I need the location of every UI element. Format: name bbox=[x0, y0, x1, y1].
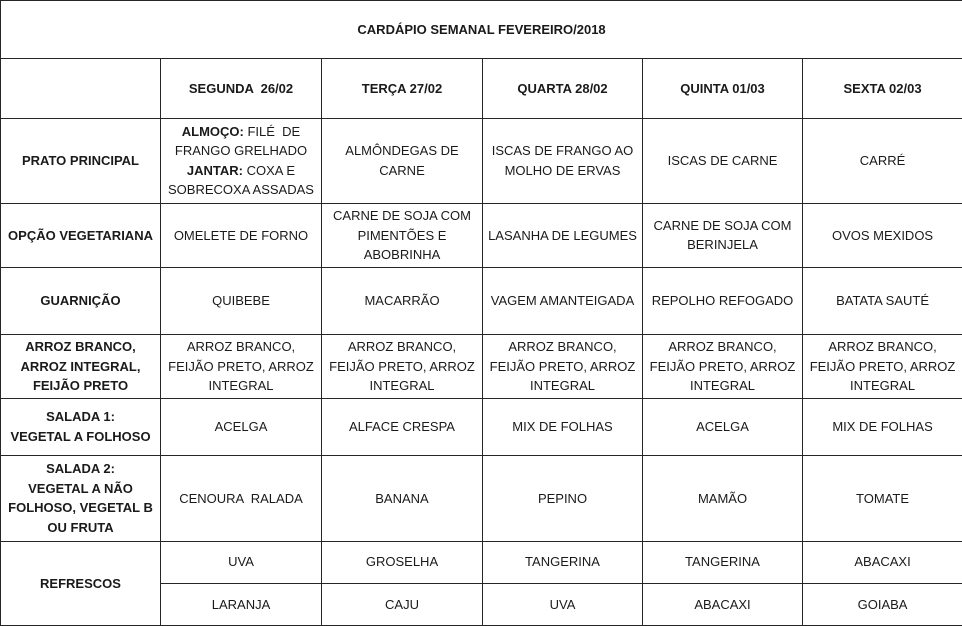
cell-salada1-quinta bbox=[643, 398, 803, 455]
cell-refresco2-quinta bbox=[643, 583, 803, 625]
cell-refresco1-quarta bbox=[483, 541, 643, 583]
row-label-guarnicao bbox=[1, 267, 161, 334]
cell-refresco1-sexta-text: ABACAXI bbox=[854, 554, 911, 570]
cell-guarnicao-terca-text: MACARRÃO bbox=[364, 293, 440, 309]
cell-salada2-terca-text: BANANA bbox=[375, 490, 429, 506]
corner-cell bbox=[1, 59, 161, 118]
cell-salada2-quarta-text: PEPINO bbox=[537, 490, 588, 506]
day-header-quarta-text: QUARTA 28/02 bbox=[517, 80, 608, 96]
cell-refresco2-terca-text: CAJU bbox=[385, 596, 419, 612]
row-label-arroz-feijao bbox=[1, 335, 161, 399]
row-label-salada-1-line2: VEGETAL A FOLHOSO bbox=[10, 428, 151, 444]
row-label-salada-1 bbox=[1, 398, 161, 455]
row-label-salada-1-line1: SALADA 1: bbox=[46, 409, 115, 425]
jantar-value: COXA E SOBRECOXA ASSADAS bbox=[168, 162, 314, 198]
cell-refresco2-segunda-text: LARANJA bbox=[211, 596, 271, 612]
cell-salada2-quinta bbox=[643, 456, 803, 541]
cell-guarnicao-segunda bbox=[161, 267, 322, 334]
day-header-sexta-text: SEXTA 02/03 bbox=[843, 80, 922, 96]
row-prato-principal bbox=[1, 118, 962, 203]
row-label-opcao-vegetariana-text: OPÇÃO VEGETARIANA bbox=[8, 227, 153, 243]
cell-guarnicao-quarta bbox=[483, 267, 643, 334]
cell-veg-terca bbox=[322, 203, 483, 267]
cell-salada2-terca bbox=[322, 456, 483, 541]
day-header-quinta-text: QUINTA 01/03 bbox=[680, 80, 765, 96]
cell-prato-quarta bbox=[483, 118, 643, 203]
row-arroz-feijao bbox=[1, 335, 962, 399]
row-label-refrescos-text: REFRESCOS bbox=[40, 575, 121, 591]
cell-arroz-sexta-text: ARROZ BRANCO, FEIJÃO PRETO, ARROZ INTEGRAL bbox=[809, 339, 959, 394]
cell-refresco1-segunda bbox=[161, 541, 322, 583]
day-header-segunda-text: SEGUNDA 26/02 bbox=[188, 80, 294, 96]
cell-refresco1-segunda-text: UVA bbox=[228, 554, 254, 570]
cell-guarnicao-terca bbox=[322, 267, 483, 334]
cell-guarnicao-quarta-text: VAGEM AMANTEIGADA bbox=[490, 293, 635, 309]
almoco-value: FILÉ DE FRANGO GRELHADO bbox=[174, 123, 308, 159]
cell-veg-terca-text: CARNE DE SOJA COM PIMENTÕES E ABOBRINHA bbox=[333, 208, 475, 263]
cell-arroz-terca bbox=[322, 335, 483, 399]
cell-refresco2-segunda bbox=[161, 583, 322, 625]
cell-refresco1-terca-text: GROSELHA bbox=[365, 554, 439, 570]
row-guarnicao bbox=[1, 267, 962, 334]
cell-guarnicao-quinta-text: REPOLHO REFOGADO bbox=[651, 293, 794, 309]
cell-salada2-sexta bbox=[803, 456, 962, 541]
cell-salada2-segunda-text: CENOURA RALADA bbox=[179, 490, 303, 506]
day-header-terca bbox=[322, 59, 483, 118]
cell-salada1-sexta-text: MIX DE FOLHAS bbox=[832, 419, 933, 435]
cell-arroz-quarta-text: ARROZ BRANCO, FEIJÃO PRETO, ARROZ INTEGRAL bbox=[489, 339, 639, 394]
cell-prato-sexta bbox=[803, 118, 962, 203]
cell-veg-sexta-text: OVOS MEXIDOS bbox=[831, 227, 934, 243]
day-header-quinta bbox=[643, 59, 803, 118]
cell-salada2-quinta-text: MAMÃO bbox=[697, 490, 748, 506]
cell-veg-quinta-text: CARNE DE SOJA COM BERINJELA bbox=[653, 217, 796, 253]
cell-arroz-segunda bbox=[161, 335, 322, 399]
page-title bbox=[1, 1, 962, 59]
row-label-guarnicao-text: GUARNIÇÃO bbox=[40, 293, 121, 309]
cell-refresco1-quarta-text: TANGERINA bbox=[525, 554, 600, 570]
cell-refresco1-quinta-text: TANGERINA bbox=[685, 554, 760, 570]
cell-salada1-sexta bbox=[803, 398, 962, 455]
cell-salada2-quarta bbox=[483, 456, 643, 541]
row-opcao-vegetariana bbox=[1, 203, 962, 267]
row-salada-1 bbox=[1, 398, 962, 455]
title-row bbox=[1, 1, 962, 59]
header-row bbox=[1, 59, 962, 118]
cell-salada1-terca bbox=[322, 398, 483, 455]
row-label-arroz-feijao-text: ARROZ BRANCO, ARROZ INTEGRAL, FEIJÃO PRETO bbox=[20, 339, 145, 394]
cell-prato-quinta bbox=[643, 118, 803, 203]
cell-salada2-sexta-text: TOMATE bbox=[856, 490, 910, 506]
cell-guarnicao-quinta bbox=[643, 267, 803, 334]
cell-guarnicao-sexta bbox=[803, 267, 962, 334]
prato-jantar-line bbox=[164, 161, 318, 200]
cell-prato-quinta-text: ISCAS DE CARNE bbox=[667, 153, 778, 168]
cell-salada1-segunda bbox=[161, 398, 322, 455]
cell-prato-terca bbox=[322, 118, 483, 203]
row-label-refrescos bbox=[1, 541, 161, 625]
cell-prato-terca-text: ALMÔNDEGAS DE CARNE bbox=[345, 143, 463, 178]
cell-veg-segunda bbox=[161, 203, 322, 267]
cell-veg-quinta bbox=[643, 203, 803, 267]
cell-arroz-terca-text: ARROZ BRANCO, FEIJÃO PRETO, ARROZ INTEGRAL bbox=[329, 339, 479, 394]
day-header-sexta bbox=[803, 59, 962, 118]
jantar-label: JANTAR: bbox=[186, 162, 244, 178]
cell-arroz-segunda-text: ARROZ BRANCO, FEIJÃO PRETO, ARROZ INTEGRAL bbox=[168, 339, 318, 394]
row-label-salada-2-line2: VEGETAL A NÃO FOLHOSO, VEGETAL B OU FRUTA bbox=[8, 480, 157, 535]
cell-salada1-quinta-text: ACELGA bbox=[696, 419, 749, 435]
row-label-opcao-vegetariana bbox=[1, 203, 161, 267]
cell-arroz-quarta bbox=[483, 335, 643, 399]
cell-arroz-sexta bbox=[803, 335, 962, 399]
cell-arroz-quinta bbox=[643, 335, 803, 399]
cell-refresco2-quarta-text: UVA bbox=[549, 596, 576, 612]
cell-prato-sexta-text: CARRÉ bbox=[859, 153, 906, 168]
cell-refresco1-terca bbox=[322, 541, 483, 583]
day-header-segunda bbox=[161, 59, 322, 118]
row-refrescos-1 bbox=[1, 541, 962, 583]
day-header-quarta bbox=[483, 59, 643, 118]
row-label-prato-principal-text: PRATO PRINCIPAL bbox=[21, 153, 139, 168]
cell-refresco2-sexta-text: GOIABA bbox=[857, 596, 908, 612]
cell-prato-segunda bbox=[161, 118, 322, 203]
cell-prato-quarta-text: ISCAS DE FRANGO AO MOLHO DE ERVAS bbox=[491, 143, 637, 178]
almoco-label: ALMOÇO: bbox=[181, 123, 244, 139]
cell-salada1-quarta-text: MIX DE FOLHAS bbox=[512, 419, 613, 435]
cell-salada2-segunda bbox=[161, 456, 322, 541]
cell-refresco2-quarta bbox=[483, 583, 643, 625]
prato-almoco-line bbox=[164, 122, 318, 161]
row-label-salada-2 bbox=[1, 456, 161, 541]
cell-arroz-quinta-text: ARROZ BRANCO, FEIJÃO PRETO, ARROZ INTEGRAL bbox=[649, 339, 799, 394]
page-title-text: CARDÁPIO SEMANAL FEVEREIRO/2018 bbox=[357, 21, 606, 37]
cell-veg-sexta bbox=[803, 203, 962, 267]
day-header-terca-text: TERÇA 27/02 bbox=[361, 80, 443, 96]
cell-guarnicao-segunda-text: QUIBEBE bbox=[212, 293, 270, 309]
cell-refresco2-quinta-text: ABACAXI bbox=[694, 596, 751, 612]
cell-salada1-segunda-text: ACELGA bbox=[214, 419, 268, 435]
cell-veg-quarta-text: LASANHA DE LEGUMES bbox=[488, 227, 637, 243]
cell-refresco2-terca bbox=[322, 583, 483, 625]
cell-veg-quarta bbox=[483, 203, 643, 267]
row-label-prato-principal bbox=[1, 118, 161, 203]
cell-salada1-terca-text: ALFACE CRESPA bbox=[349, 419, 455, 435]
cell-veg-segunda-text: OMELETE DE FORNO bbox=[173, 227, 309, 243]
cell-guarnicao-sexta-text: BATATA SAUTÉ bbox=[836, 293, 930, 309]
cell-refresco1-quinta bbox=[643, 541, 803, 583]
row-label-salada-2-line1: SALADA 2: bbox=[46, 461, 115, 477]
cell-refresco2-sexta bbox=[803, 583, 962, 625]
cell-salada1-quarta bbox=[483, 398, 643, 455]
row-salada-2 bbox=[1, 456, 962, 541]
cell-refresco1-sexta bbox=[803, 541, 962, 583]
